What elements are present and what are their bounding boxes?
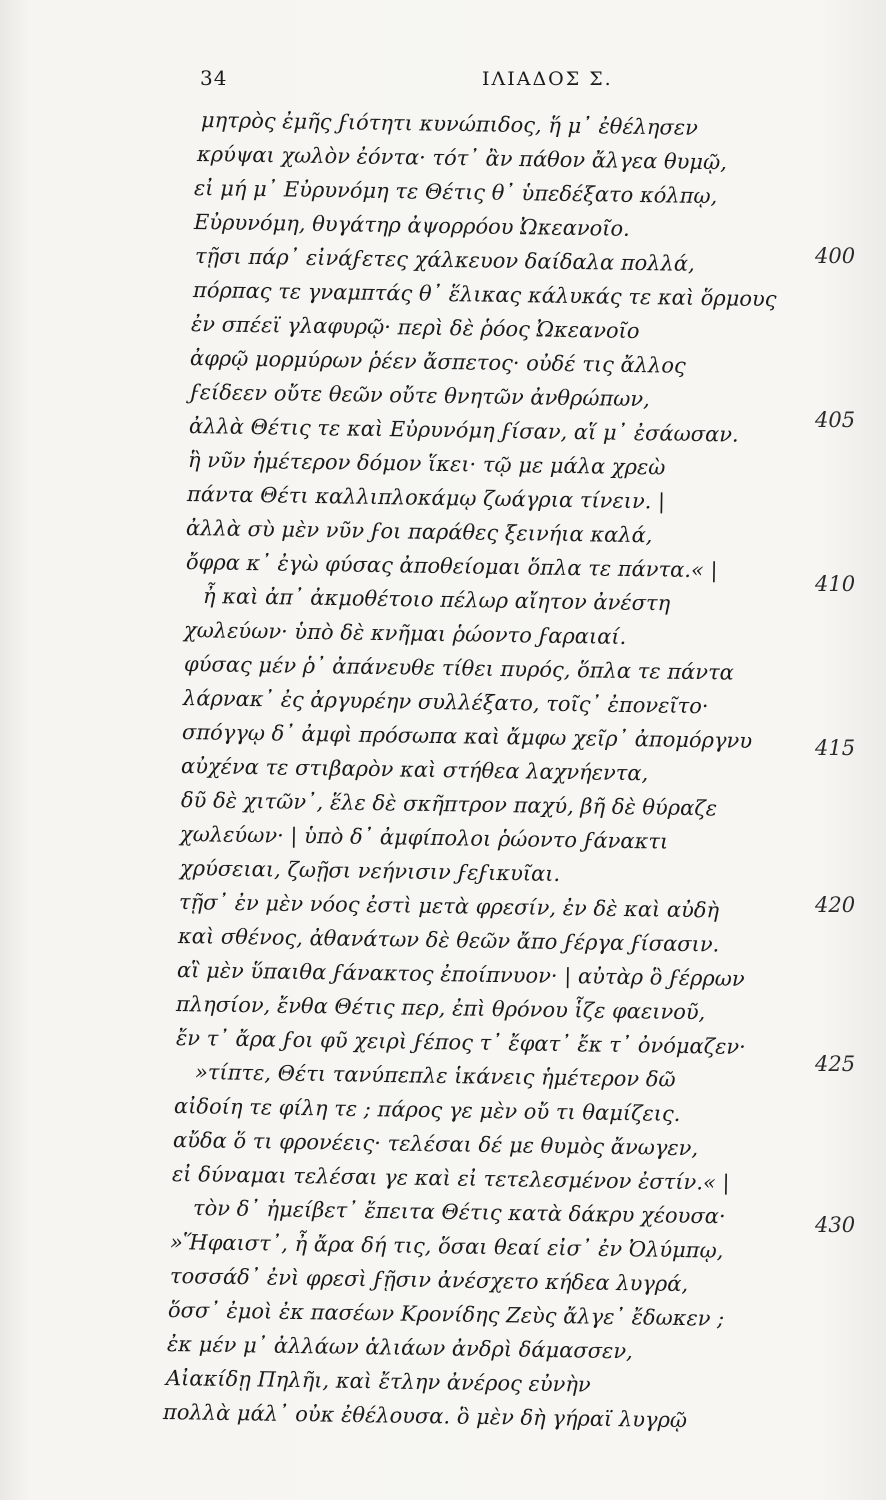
verse-line: ὄφρα κ᾽ ἐγὼ φύσας ἀποθείομαι ὅπλα τε πάντα.« |: [185, 550, 718, 583]
verse-line: »Ἥφαιστ᾽, ἦ ἄρα δή τις, ὅσαι θεαί εἰσ᾽ ἐν Ὀλύμπῳ,: [169, 1230, 724, 1263]
verse-line: ἦ καὶ ἀπ᾽ ἀκμοθέτοιο πέλωρ αἴητον ἀνέστη: [202, 584, 671, 616]
verse-line: ἀλλὰ Θέτις τε καὶ Εὐρυνόμη ϝίσαν, αἵ μ᾽ ἐσάωσαν.: [188, 414, 739, 447]
verse-line: ἣ νῦν ἡμέτερον δόμον ἵκει· τῷ με μάλα χρεὼ: [187, 448, 666, 480]
verse-number-405: 405: [815, 408, 856, 432]
verse-line: ἔν τ᾽ ἄρα ϝοι φῦ χειρὶ ϝέπος τ᾽ ἔφατ᾽ ἔκ τ᾽ ὀνόμαζεν·: [175, 1026, 747, 1059]
verse-line: δῦ δὲ χιτῶν᾽, ἕλε δὲ σκῆπτρον παχύ, βῆ δὲ θύραζε: [180, 788, 718, 821]
verse-line: φύσας μέν ῥ᾽ ἀπάνευθε τίθει πυρός, ὅπλα τε πάντα: [183, 652, 735, 685]
verse-line: πόρπας τε γναμπτάς θ᾽ ἕλικας κάλυκάς τε καὶ ὅρμους: [192, 278, 777, 312]
page-header: [0, 62, 886, 98]
verse-number-410: 410: [815, 572, 856, 596]
verse-line: τὸν δ᾽ ἠμείβετ᾽ ἔπειτα Θέτις κατὰ δάκρυ χέουσα·: [192, 1196, 726, 1229]
verse-line: ἐν σπέεϊ γλαφυρῷ· περὶ δὲ ῥόος Ὠκεανοῖο: [190, 312, 640, 344]
page-number: 34: [200, 66, 228, 90]
verse-line: αὐχένα τε στιβαρὸν καὶ στήθεα λαχνήεντα,: [180, 754, 649, 786]
verse-line: Αἰακίδῃ Πηλῆι, καὶ ἔτλην ἀνέρος εὐνὴν: [165, 1366, 591, 1397]
verse-line: ὅσσ᾽ ἐμοὶ ἐκ πασέων Κρονίδης Ζεὺς ἄλγε᾽ ἔδωκεν ;: [167, 1298, 725, 1331]
verse-line: τῇσι πάρ᾽ εἰνάϝετες χάλκευον δαίδαλα πολλά,: [194, 244, 695, 276]
verse-line: μητρὸς ἐμῆς ϝιότητι κυνώπιδος, ἥ μ᾽ ἐθέλησεν: [200, 108, 699, 140]
verse-line: εἰ μή μ᾽ Εὐρυνόμη τε Θέτις θ᾽ ὑπεδέξατο κόλπῳ,: [193, 176, 718, 209]
verse-line: »τίπτε, Θέτι τανύπεπλε ἱκάνεις ἡμέτερον δῶ: [194, 1060, 676, 1092]
verse-line: χωλεύων· | ὑπὸ δ᾽ ἀμφίπολοι ῥώοντο ϝάνακτι: [179, 822, 669, 854]
verse-line: χρύσειαι, ζωῇσι νεήνισιν ϝεϝικυῖαι.: [179, 856, 561, 886]
verse-line: χωλεύων· ὑπὸ δὲ κνῆμαι ῥώοντο ϝαραιαί.: [183, 618, 627, 649]
verse-line: αἰδοίη τε φίλη τε ; πάρος γε μὲν οὔ τι θαμίζεις.: [173, 1094, 681, 1126]
verse-line: πλησίον, ἔνθα Θέτις περ, ἐπὶ θρόνου ἷζε φαεινοῦ,: [175, 992, 706, 1025]
verse-number-425: 425: [815, 1052, 856, 1076]
verse-number-400: 400: [815, 244, 856, 268]
verse-line: αἳ μὲν ὕπαιθα ϝάνακτος ἐποίπνυον· | αὐτὰρ ὃ ϝέρρων: [176, 958, 745, 991]
verse-line: σπόγγῳ δ᾽ ἀμφὶ πρόσωπα καὶ ἄμφω χεῖρ᾽ ἀπομόργνυ: [181, 720, 753, 753]
running-title: ΙΛΙΑΔΟΣ Σ.: [482, 68, 613, 90]
verse-line: ἐκ μέν μ᾽ ἀλλάων ἁλιάων ἀνδρὶ δάμασσεν,: [166, 1332, 633, 1364]
verse-line: κρύψαι χωλὸν ἐόντα· τότ᾽ ἂν πάθον ἄλγεα θυμῷ,: [196, 142, 728, 175]
verse-number-420: 420: [815, 893, 856, 917]
verse-line: αὔδα ὅ τι φρονέεις· τελέσαι δέ με θυμὸς ἄνωγεν,: [172, 1128, 699, 1161]
verse-line: τοσσάδ᾽ ἐνὶ φρεσὶ ϝῇσιν ἀνέσχετο κήδεα λυγρά,: [169, 1264, 689, 1297]
verse-line: πάντα Θέτι καλλιπλοκάμῳ ζωάγρια τίνειν. |: [186, 482, 666, 514]
verse-line: ἀλλὰ σὺ μὲν νῦν ϝοι παράθες ξεινήια καλά,: [185, 516, 653, 548]
verse-line: Εὐρυνόμη, θυγάτηρ ἀψορρόου Ὠκεανοῖο.: [193, 210, 631, 241]
verse-number-430: 430: [815, 1213, 856, 1237]
verse-line: καὶ σθένος, ἀθανάτων δὲ θεῶν ἄπο ϝέργα ϝίσασιν.: [177, 924, 720, 957]
verse-line: τῇσ᾽ ἐν μὲν νόος ἐστὶ μετὰ φρεσίν, ἐν δὲ καὶ αὐδὴ: [178, 890, 720, 923]
verse-line: ἀφρῷ μορμύρων ῥέεν ἄσπετος· οὐδέ τις ἄλλος: [189, 346, 686, 378]
verse-number-415: 415: [815, 736, 856, 760]
verse-line: ϝείδεεν οὔτε θεῶν οὔτε θνητῶν ἀνθρώπων,: [189, 380, 651, 412]
verse-line: εἰ δύναμαι τελέσαι γε καὶ εἰ τετελεσμένον ἐστίν.« |: [171, 1162, 730, 1195]
verse-line: πολλὰ μάλ᾽ οὐκ ἐθέλουσα. ὃ μὲν δὴ γήραϊ λυγρῷ: [162, 1400, 688, 1433]
verse-line: λάρνακ᾽ ἐς ἀργυρέην συλλέξατο, τοῖς᾽ ἐπονεῖτο·: [182, 686, 709, 719]
